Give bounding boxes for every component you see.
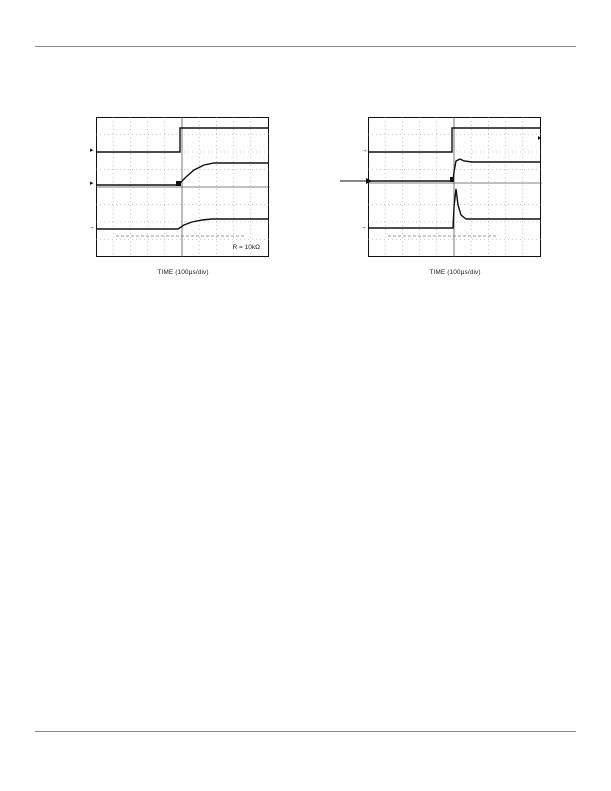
oscilloscope-figure-left	[96, 117, 270, 257]
figure-caption-left: TIME (100μs/div)	[157, 269, 209, 276]
channel-3-marker-icon: →	[360, 224, 367, 231]
channel-1-marker-icon: ▸	[90, 147, 94, 154]
scope-grid-right	[368, 117, 542, 257]
resistance-annotation: R = 10kΩ	[232, 244, 260, 251]
channel-2-marker-icon: ▸	[90, 180, 94, 187]
header-rule	[35, 46, 576, 47]
channel-3-marker-icon: →	[88, 224, 95, 231]
channel-1-marker-icon: →	[361, 147, 368, 154]
figure-caption-right: TIME (100μs/div)	[429, 269, 481, 276]
channel-2-long-arrow-icon	[340, 177, 372, 185]
oscilloscope-figure-right	[368, 117, 542, 257]
footer-rule	[35, 731, 576, 732]
scope-grid-left	[96, 117, 270, 257]
